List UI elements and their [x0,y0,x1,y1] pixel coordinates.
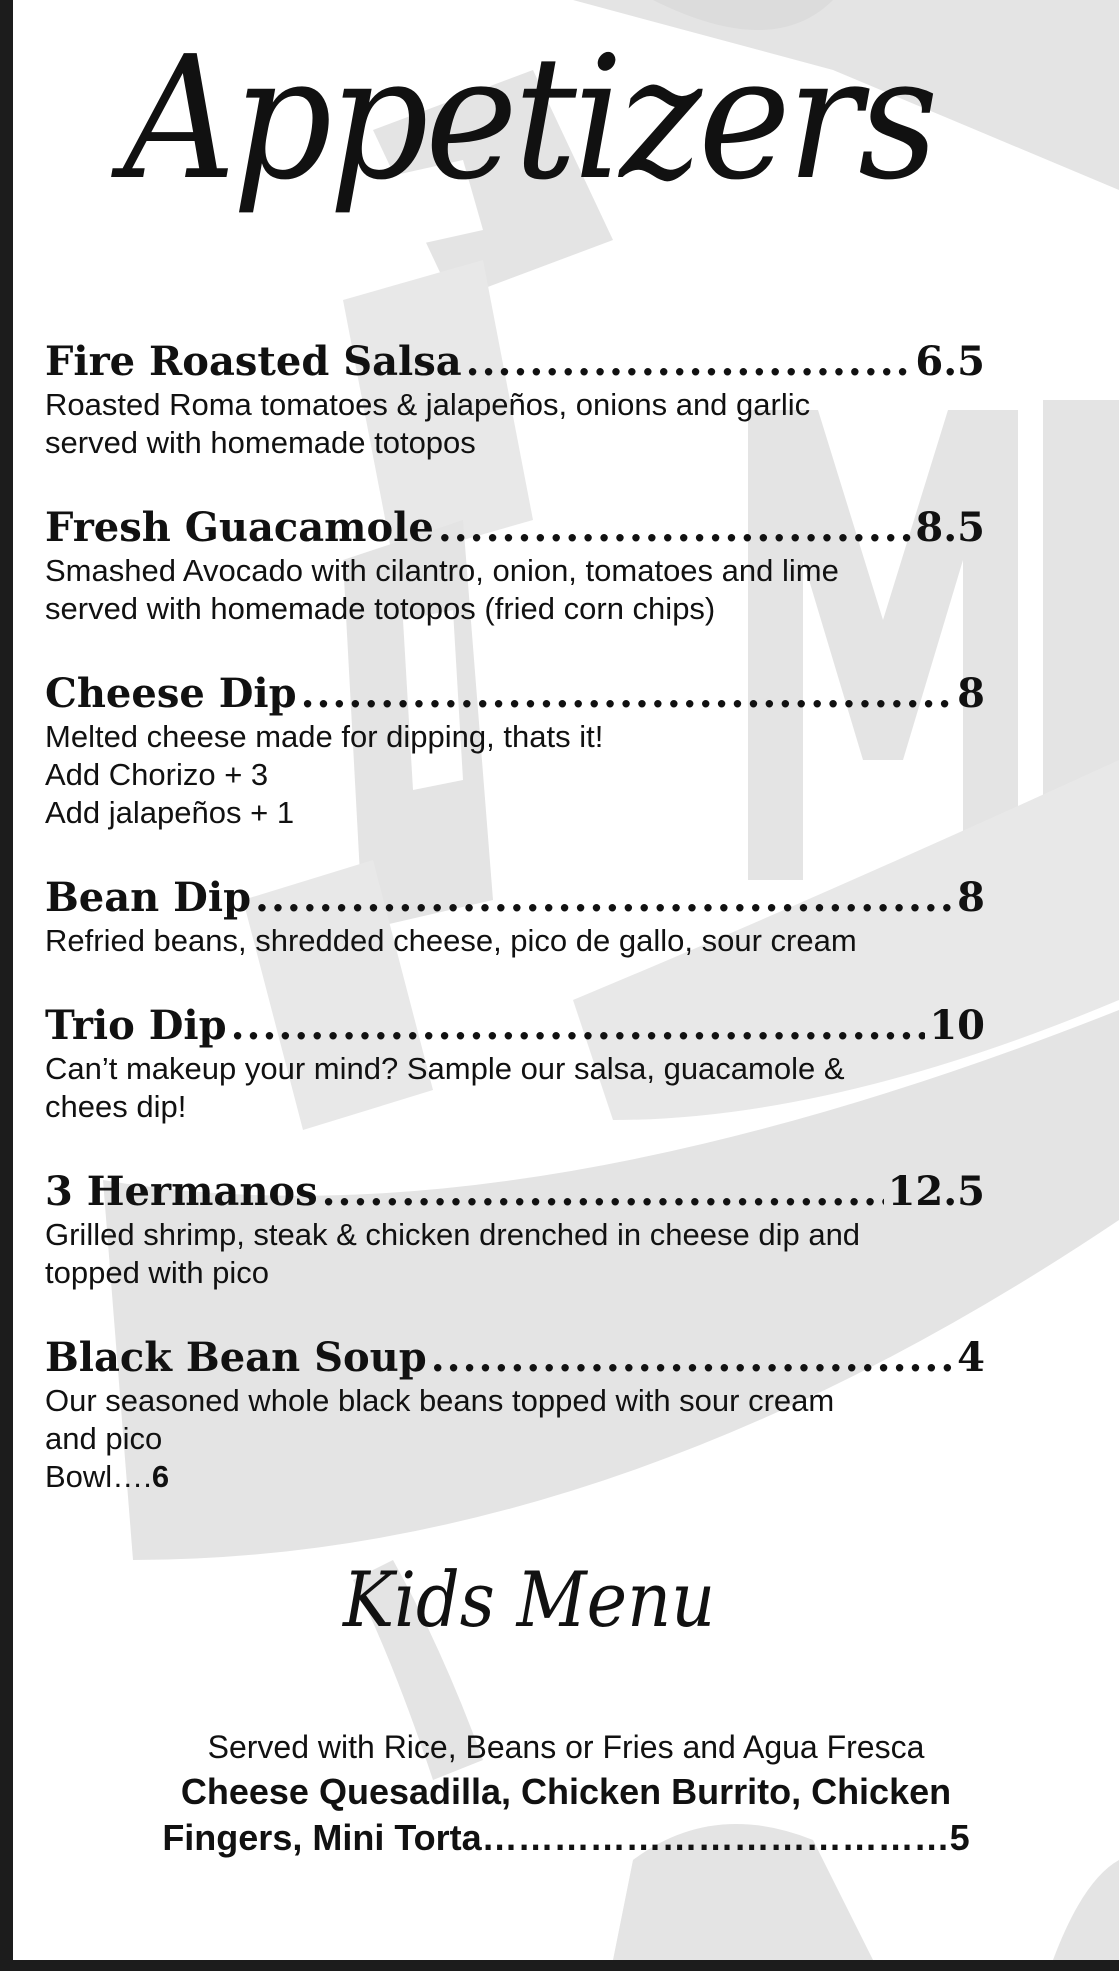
item-description: Add jalapeños + 1 [45,795,295,830]
item-description: chees dip! [45,1089,187,1124]
item-description: topped with pico [45,1255,270,1290]
item-price: 4 [957,1334,985,1381]
appetizers-heading: Appetizers [123,20,935,218]
item-price: 8 [957,670,985,717]
kids-served-with: Served with Rice, Beans or Fries and Agua Fresca [207,1729,925,1765]
item-name: Fire Roasted Salsa [45,338,462,385]
dot-leader [466,338,912,386]
item-description: Melted cheese made for dipping, thats it! [45,719,604,754]
item-name: 3 Hermanos [45,1168,318,1215]
dot-leader [255,874,953,922]
dot-leader [231,1002,926,1050]
item-description: Add Chorizo + 3 [45,757,269,792]
dot-leader [431,1334,953,1382]
item-description: served with homemade totopos (fried corn chips) [45,591,716,626]
item-description: Refried beans, shredded cheese, pico de gallo, sour cream [45,923,857,958]
item-name: Cheese Dip [45,670,297,717]
menu-item [45,338,1015,462]
dot-leader [301,670,954,718]
item-description: Roasted Roma tomatoes & jalapeños, onions and garlic [45,387,811,422]
appetizer-list [45,338,1015,1538]
item-name: Trio Dip [45,1002,227,1049]
item-description: Grilled shrimp, steak & chicken drenched in cheese dip and [45,1217,861,1252]
item-price: 8.5 [915,504,985,551]
dot-leader [322,1168,884,1216]
item-description: and pico [45,1421,163,1456]
item-name: Bean Dip [45,874,252,921]
item-description: served with homemade totopos [45,425,476,460]
item-extra [45,1458,1015,1496]
kids-items-line: Fingers, Mini Torta…………………………………5 [162,1817,970,1858]
item-name: Fresh Guacamole [45,504,434,551]
kids-menu-section [13,1725,1119,1861]
menu-page [13,0,1119,1960]
dot-leader [438,504,912,552]
menu-item [45,504,1015,628]
item-price: 12.5 [887,1168,985,1215]
item-description: Our seasoned whole black beans topped with sour cream [45,1383,835,1418]
item-description: Smashed Avocado with cilantro, onion, tomatoes and lime [45,553,839,588]
kids-menu-heading: Kids Menu [343,1555,716,1644]
item-name: Black Bean Soup [45,1334,427,1381]
kids-items-line: Cheese Quesadilla, Chicken Burrito, Chicken [180,1771,952,1812]
menu-item [45,1168,1015,1292]
item-price: 6.5 [915,338,985,385]
menu-item [45,670,1015,832]
menu-item [45,1002,1015,1126]
item-price: 8 [957,874,985,921]
item-description: Can’t makeup your mind? Sample our salsa, guacamole & [45,1051,845,1086]
menu-item [45,1334,1015,1496]
menu-item [45,874,1015,960]
extra-price: 6 [151,1459,170,1494]
item-price: 10 [929,1002,985,1049]
extra-label: Bowl…. [45,1459,152,1494]
